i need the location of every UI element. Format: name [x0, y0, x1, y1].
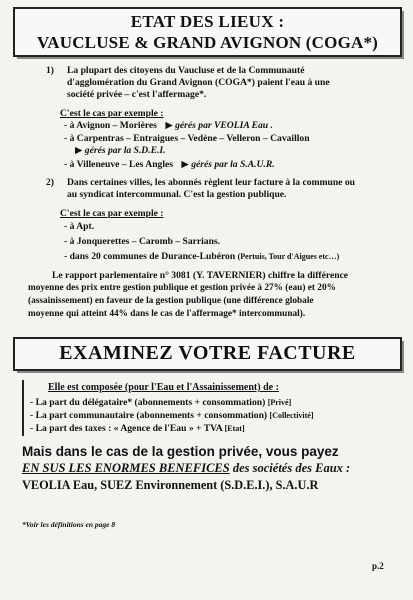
- example1-row3: [75, 145, 166, 157]
- section2-title: EXAMINEZ VOTRE FACTURE: [59, 342, 356, 364]
- example2-label: C'est le cas par exemple :: [60, 208, 164, 219]
- rapport-line4: moyenne qui atteint 44% dans le cas de l'affermage* intercommunal).: [28, 309, 306, 319]
- footnote: *Voir les définitions en page 8: [22, 520, 116, 529]
- example1-row2: - à Carpentras – Entraigues – Vedène – Velleron – Cavaillon: [64, 133, 310, 144]
- rapport-line1: Le rapport parlementaire n° 3081 (Y. TAVERNIER) chiffre la différence: [52, 270, 349, 281]
- example1-row4: [64, 159, 275, 171]
- item1-line1: La plupart des citoyens du Vaucluse et de la Communauté: [67, 65, 305, 76]
- facture-part2: - La part communautaire (abonnements + consommation) [Collectivité]: [30, 410, 314, 421]
- item2-number: 2): [46, 177, 54, 188]
- example2-row3: [64, 251, 339, 263]
- example1-row1: [64, 120, 273, 132]
- facture-part3: - La part des taxes : « Agence de l'Eau » + TVA [Etat]: [30, 423, 245, 434]
- header-title-line2: VAUCLUSE & GRAND AVIGNON (COGA*): [36, 33, 379, 52]
- example1-label: C'est le cas par exemple :: [60, 108, 164, 119]
- facture-intro: Elle est composée (pour l'Eau et l'Assainissement) de :: [48, 382, 279, 393]
- arrow-icon: ▶: [75, 145, 83, 156]
- big-line2: [22, 461, 350, 476]
- rapport-line3: (assainissement) en faveur de la gestion publique (une différence globale: [28, 296, 314, 306]
- facture-part1: - La part du délégataire* (abonnements + consommation) [Privé]: [30, 397, 292, 408]
- arrow-icon: ▶: [165, 120, 173, 131]
- big-line2-emphasis: EN SUS LES ENORMES BENEFICES: [22, 461, 230, 475]
- example1-row3-gestion: gérés par la S.D.E.I.: [84, 145, 166, 156]
- item1-line3: société privée – c'est l'affermage*.: [67, 89, 207, 100]
- example1-row1-gestion: gérés par VEOLIA Eau .: [175, 120, 273, 131]
- example1-row4-gestion: gérés par la S.A.U.R.: [191, 159, 275, 170]
- item2-line1: Dans certaines villes, les abonnés règlent leur facture à la commune ou: [67, 177, 355, 188]
- example2-row2: - à Jonquerettes – Caromb – Sarrians.: [64, 236, 221, 247]
- big-line3: VEOLIA Eau, SUEZ Environnement (S.D.E.I.), S.A.U.R: [22, 478, 319, 492]
- big-line2-rest: des sociétés des Eaux :: [232, 461, 351, 475]
- rapport-line2: moyenne des prix entre gestion publique et gestion privée à 27% (eau) et 20%: [28, 283, 336, 293]
- example2-row1: - à Apt.: [64, 221, 95, 232]
- example1-row4-place: - à Villeneuve – Les Angles: [64, 159, 173, 170]
- item2-line2: au syndicat intercommunal. C'est la gestion publique.: [67, 189, 287, 200]
- header-title-line1: ETAT DES LIEUX :: [130, 12, 285, 31]
- header-box: [13, 7, 402, 57]
- example2-row3-note: (Pertuis, Tour d'Aigues etc…): [237, 252, 340, 261]
- example1-row1-place: - à Avignon – Morières: [64, 120, 157, 131]
- big-line1: Mais dans le cas de la gestion privée, vous payez: [22, 444, 339, 459]
- left-margin-bar: [22, 380, 24, 436]
- page-number: p.2: [372, 561, 384, 571]
- section2-box: [13, 337, 402, 371]
- item1-number: 1): [46, 65, 54, 76]
- arrow-icon: ▶: [181, 159, 189, 170]
- item1-line2: d'agglomération du Grand Avignon (COGA*) paient l'eau à une: [67, 77, 330, 88]
- example2-row3-text: - dans 20 communes de Durance-Lubéron: [64, 251, 236, 262]
